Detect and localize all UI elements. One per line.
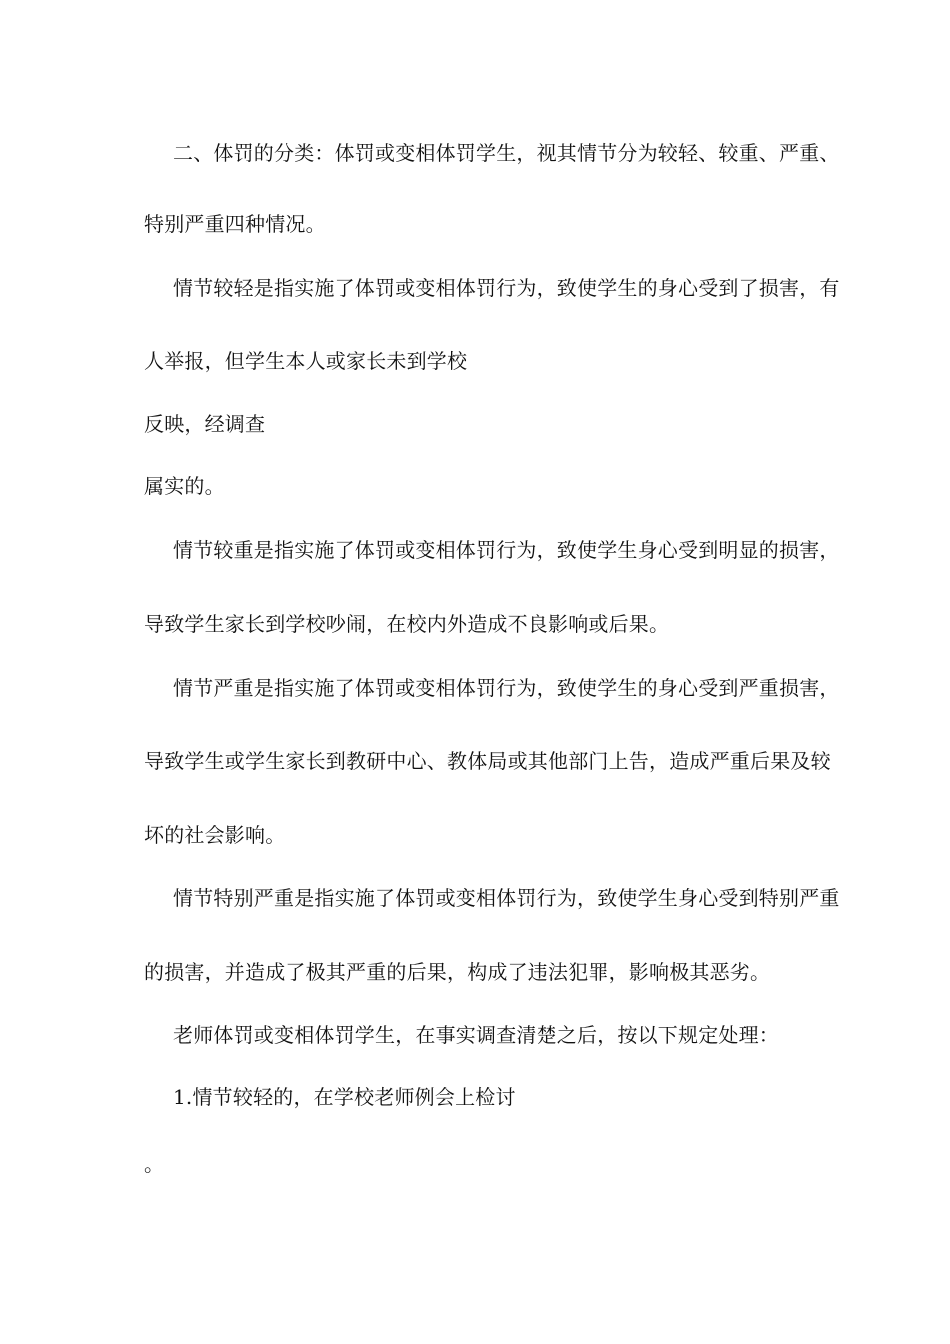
paragraph-line: 导致学生或学生家长到教研中心、教体局或其他部门上告，造成严重后果及较 bbox=[144, 749, 831, 773]
paragraph-line: 老师体罚或变相体罚学生，在事实调查清楚之后，按以下规定处理： bbox=[173, 1023, 779, 1047]
item-number: 1. bbox=[173, 1085, 193, 1109]
paragraph-line: 人举报，但学生本人或家长未到学校 bbox=[144, 349, 468, 373]
paragraph-line: 特别严重四种情况。 bbox=[144, 212, 326, 236]
paragraph-line: 属实的。 bbox=[144, 474, 225, 498]
paragraph-line: 反映，经调查 bbox=[144, 412, 266, 436]
paragraph-line: 情节较轻是指实施了体罚或变相体罚行为，致使学生的身心受到了损害，有 bbox=[173, 276, 840, 300]
paragraph-line: 情节严重是指实施了体罚或变相体罚行为，致使学生的身心受到严重损害， bbox=[173, 676, 840, 700]
paragraph-line: 二、体罚的分类：体罚或变相体罚学生，视其情节分为较轻、较重、严重、 bbox=[173, 141, 840, 165]
numbered-item bbox=[173, 1083, 516, 1111]
paragraph-line: 的损害，并造成了极其严重的后果，构成了违法犯罪，影响极其恶劣。 bbox=[144, 960, 771, 984]
paragraph-line: 情节特别严重是指实施了体罚或变相体罚行为，致使学生身心受到特别严重 bbox=[173, 886, 840, 910]
item-text: 情节较轻的，在学校老师例会上检讨 bbox=[192, 1085, 516, 1109]
paragraph-line: 坏的社会影响。 bbox=[144, 823, 286, 847]
paragraph-line: 情节较重是指实施了体罚或变相体罚行为，致使学生身心受到明显的损害， bbox=[173, 538, 840, 562]
paragraph-line: 。 bbox=[144, 1152, 165, 1176]
paragraph-line: 导致学生家长到学校吵闹，在校内外造成不良影响或后果。 bbox=[144, 612, 670, 636]
